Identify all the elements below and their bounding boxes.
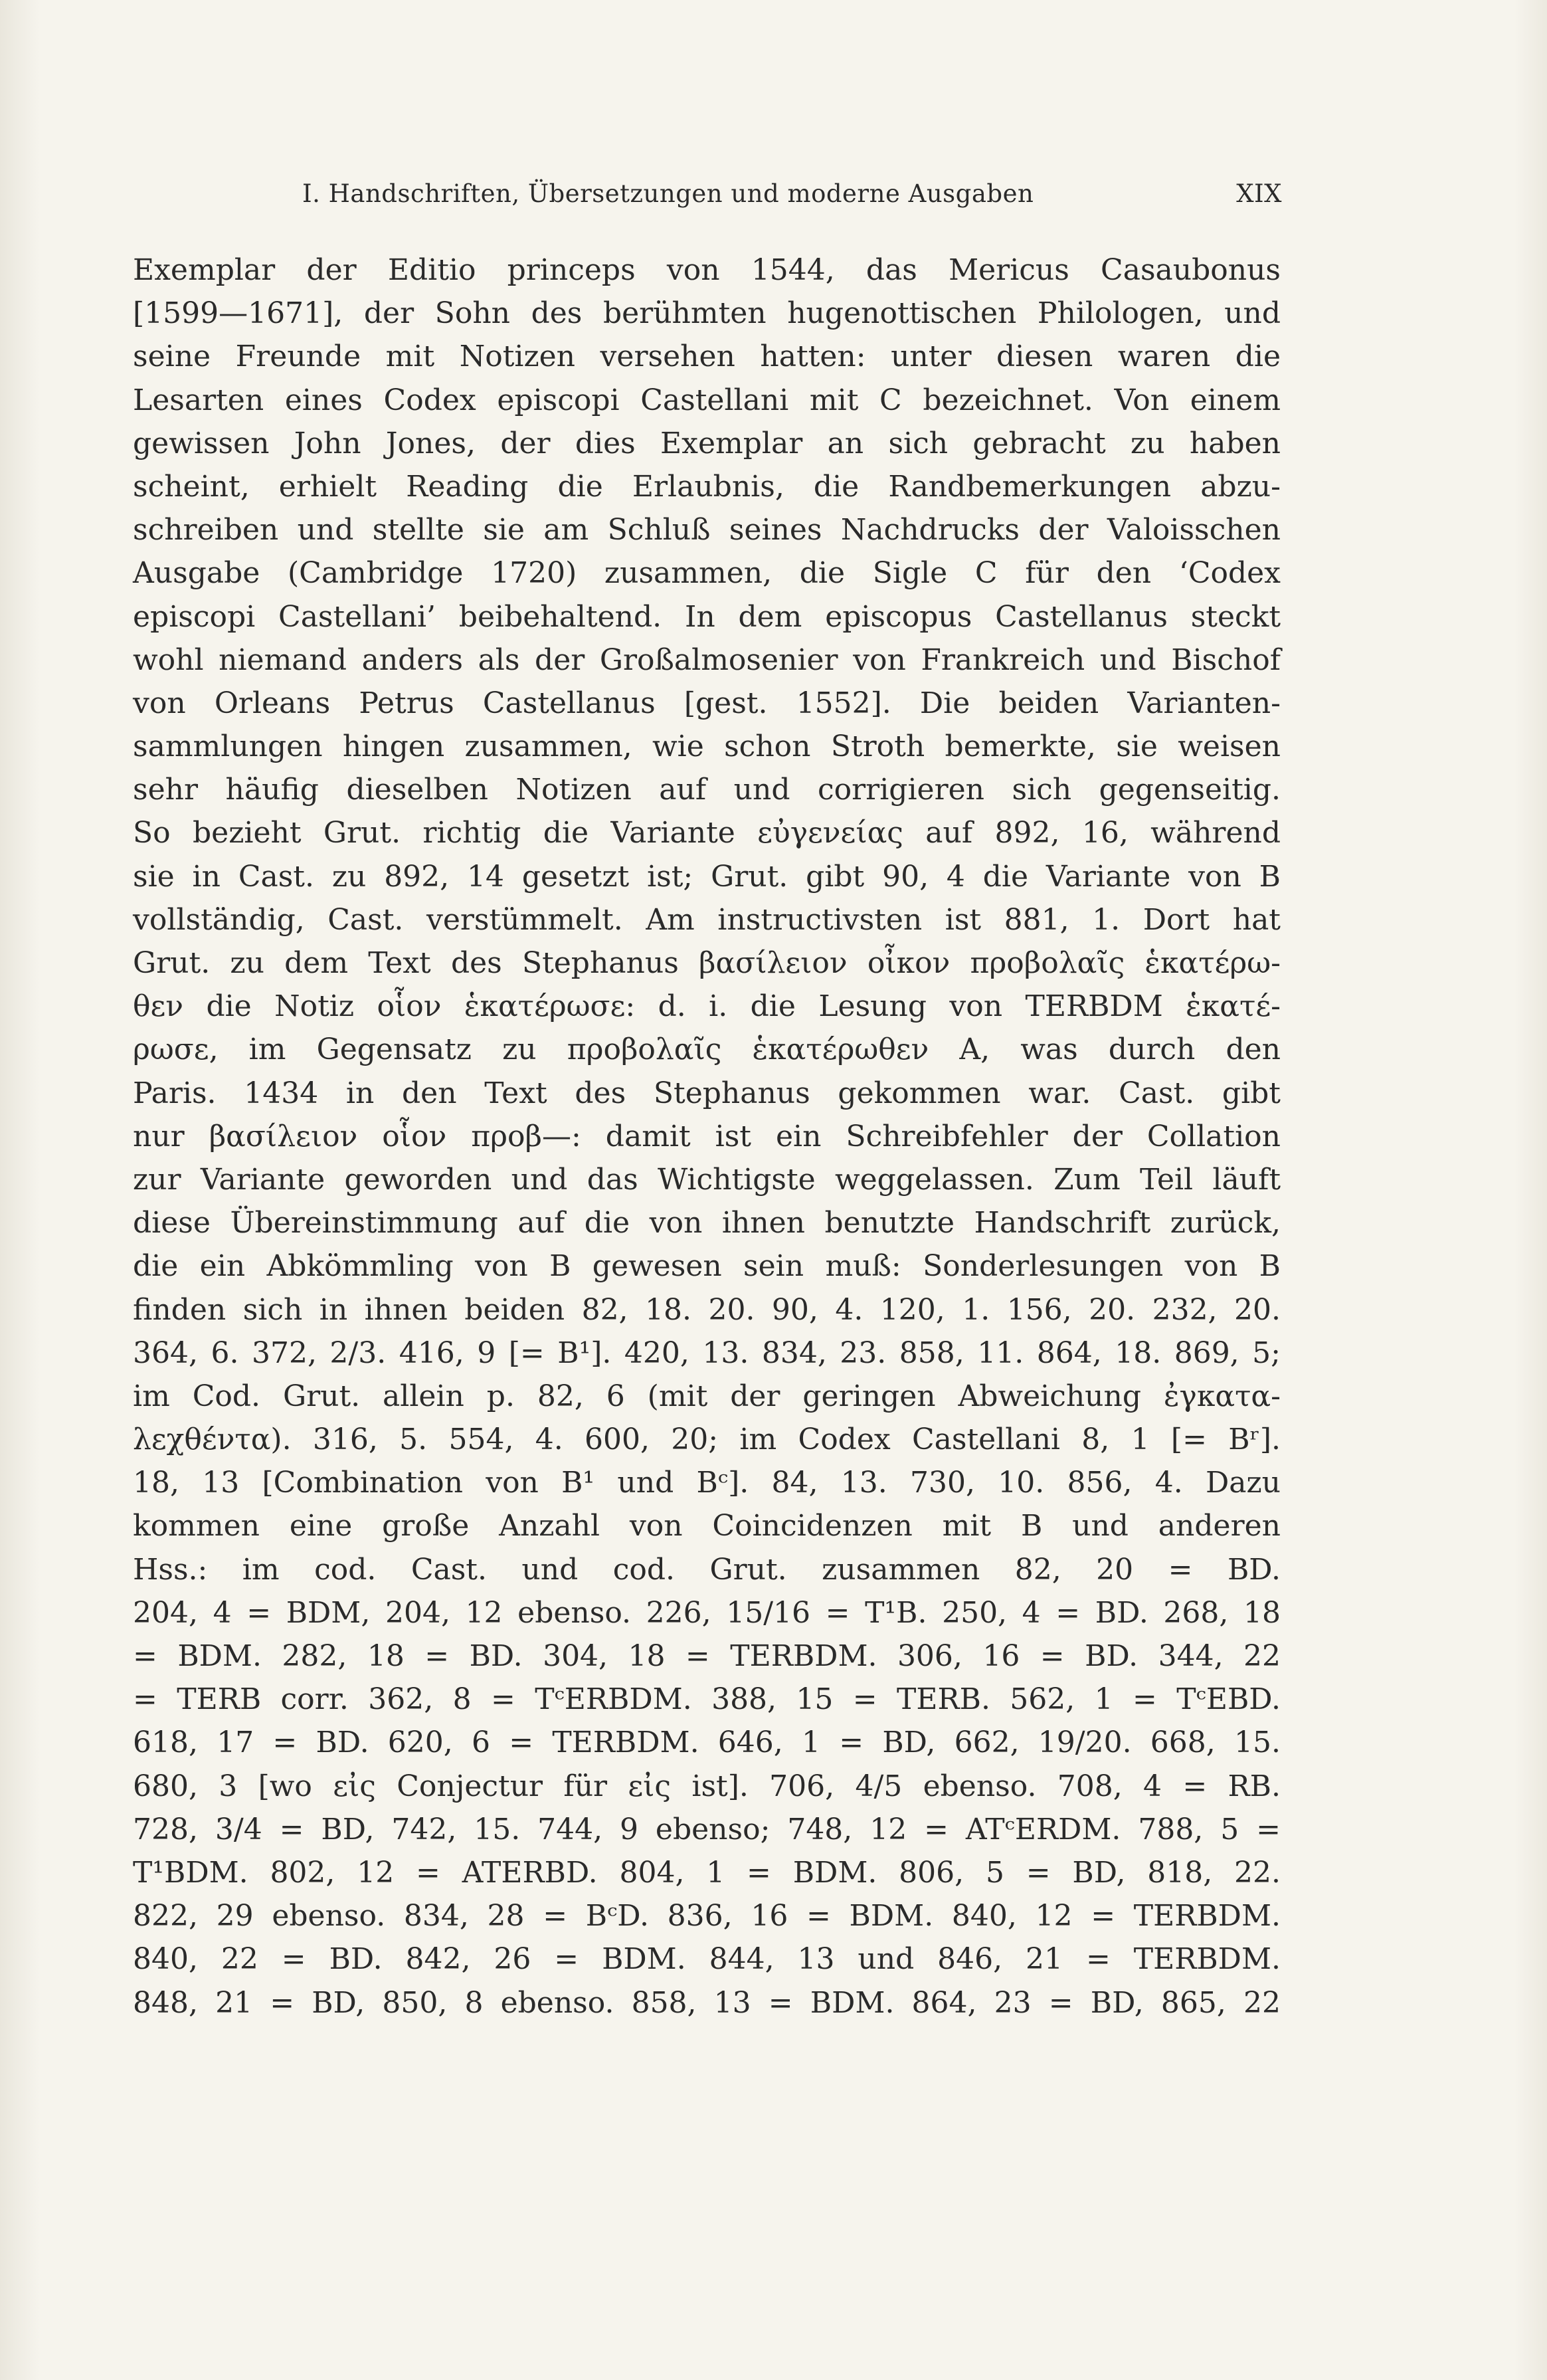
text-line: nur βασίλειον οἷον προβ—: damit ist ein Schreibfehler der Collation [133,1119,1281,1153]
text-line: seine Freunde mit Notizen versehen hatten: unter diesen waren die [133,340,1281,374]
text-line: 822, 29 ebenso. 834, 28 = BᶜD. 836, 16 = BDM. 840, 12 = TERBDM. [133,1899,1281,1934]
text-line: episcopi Castellani’ beibehaltend. In dem episcopus Castellanus steckt [133,599,1281,634]
text-line: wohl niemand anders als der Großalmosenier von Frankreich und Bischof [133,643,1281,677]
header-title: I. Handschriften, Übersetzungen und moderne Ausgaben [302,179,1034,208]
text-line: Exemplar der Editio princeps von 1544, das Mericus Casaubonus [133,253,1281,287]
text-line: 680, 3 [wo εἰς Conjectur für εἰς ist]. 706, 4/5 ebenso. 708, 4 = RB. [133,1769,1281,1803]
text-line: sehr häufig dieselben Notizen auf und corrigieren sich gegenseitig. [133,773,1281,807]
text-line: Grut. zu dem Text des Stephanus βασίλειον οἶκον προβολαῖς ἑκατέρω- [133,946,1281,980]
body-text [133,248,1281,2025]
text-line: von Orleans Petrus Castellanus [gest. 1552]. Die beiden Varianten- [133,686,1281,720]
text-line: 728, 3/4 = BD, 742, 15. 744, 9 ebenso; 748, 12 = ATᶜERDM. 788, 5 = [133,1812,1281,1846]
text-line: T¹BDM. 802, 12 = ATERBD. 804, 1 = BDM. 806, 5 = BD, 818, 22. [133,1855,1281,1890]
text-line: λεχθέντα). 316, 5. 554, 4. 600, 20; im Codex Castellani 8, 1 [= Bʳ]. [133,1423,1281,1457]
text-line: scheint, erhielt Reading die Erlaubnis, die Randbemerkungen abzu- [133,469,1281,504]
text-line: 204, 4 = BDM, 204, 12 ebenso. 226, 15/16 = T¹B. 250, 4 = BD. 268, 18 [133,1595,1281,1630]
text-line: sie in Cast. zu 892, 14 gesetzt ist; Grut. gibt 90, 4 die Variante von B [133,859,1281,894]
text-line: 18, 13 [Combination von B¹ und Bᶜ]. 84, 13. 730, 10. 856, 4. Dazu [133,1466,1281,1500]
text-line: die ein Abkömmling von B gewesen sein muß: Sonderlesungen von B [133,1249,1281,1284]
text-line: gewissen John Jones, der dies Exemplar an sich gebracht zu haben [133,426,1281,460]
text-line: diese Übereinstimmung auf die von ihnen benutzte Handschrift zurück, [133,1206,1281,1240]
text-line: Paris. 1434 in den Text des Stephanus gekommen war. Cast. gibt [133,1076,1281,1110]
text-line: kommen eine große Anzahl von Coincidenzen mit B und anderen [133,1509,1281,1543]
text-line: 364, 6. 372, 2/3. 416, 9 [= B¹]. 420, 13. 834, 23. 858, 11. 864, 18. 869, 5; [133,1336,1281,1370]
text-line: [1599—1671], der Sohn des berühmten hugenottischen Philologen, und [133,296,1281,331]
text-line: sammlungen hingen zusammen, wie schon Stroth bemerkte, sie weisen [133,730,1281,764]
text-line: Ausgabe (Cambridge 1720) zusammen, die Sigle C für den ‘Codex [133,556,1281,591]
text-line: 848, 21 = BD, 850, 8 ebenso. 858, 13 = BDM. 864, 23 = BD, 865, 22 [133,1985,1281,2020]
text-line: θεν die Notiz οἷον ἑκατέρωσε: d. i. die Lesung von TERBDM ἑκατέ- [133,989,1281,1024]
text-line: 618, 17 = BD. 620, 6 = TERBDM. 646, 1 = BD, 662, 19/20. 668, 15. [133,1726,1281,1760]
text-line: schreiben und stellte sie am Schluß seines Nachdrucks der Valoisschen [133,513,1281,547]
running-header [302,179,1282,213]
text-line: Hss.: im cod. Cast. und cod. Grut. zusammen 82, 20 = BD. [133,1552,1281,1587]
text-line: = BDM. 282, 18 = BD. 304, 18 = TERBDM. 306, 16 = BD. 344, 22 [133,1639,1281,1673]
text-line: Lesarten eines Codex episcopi Castellani mit C bezeichnet. Von einem [133,383,1281,417]
page-number: XIX [1236,179,1282,208]
text-line: 840, 22 = BD. 842, 26 = BDM. 844, 13 und 846, 21 = TERBDM. [133,1942,1281,1977]
text-line: = TERB corr. 362, 8 = TᶜERBDM. 388, 15 = TERB. 562, 1 = TᶜEBD. [133,1682,1281,1717]
text-line: im Cod. Grut. allein p. 82, 6 (mit der geringen Abweichung ἐγκατα- [133,1379,1281,1413]
text-line: vollständig, Cast. verstümmelt. Am instructivsten ist 881, 1. Dort hat [133,902,1281,937]
text-line: So bezieht Grut. richtig die Variante εὐγενείας auf 892, 16, während [133,816,1281,850]
text-line: finden sich in ihnen beiden 82, 18. 20. 90, 4. 120, 1. 156, 20. 232, 20. [133,1292,1281,1327]
text-line: ρωσε, im Gegensatz zu προβολαῖς ἑκατέρωθεν A, was durch den [133,1033,1281,1067]
text-line: zur Variante geworden und das Wichtigste weggelassen. Zum Teil läuft [133,1162,1281,1197]
